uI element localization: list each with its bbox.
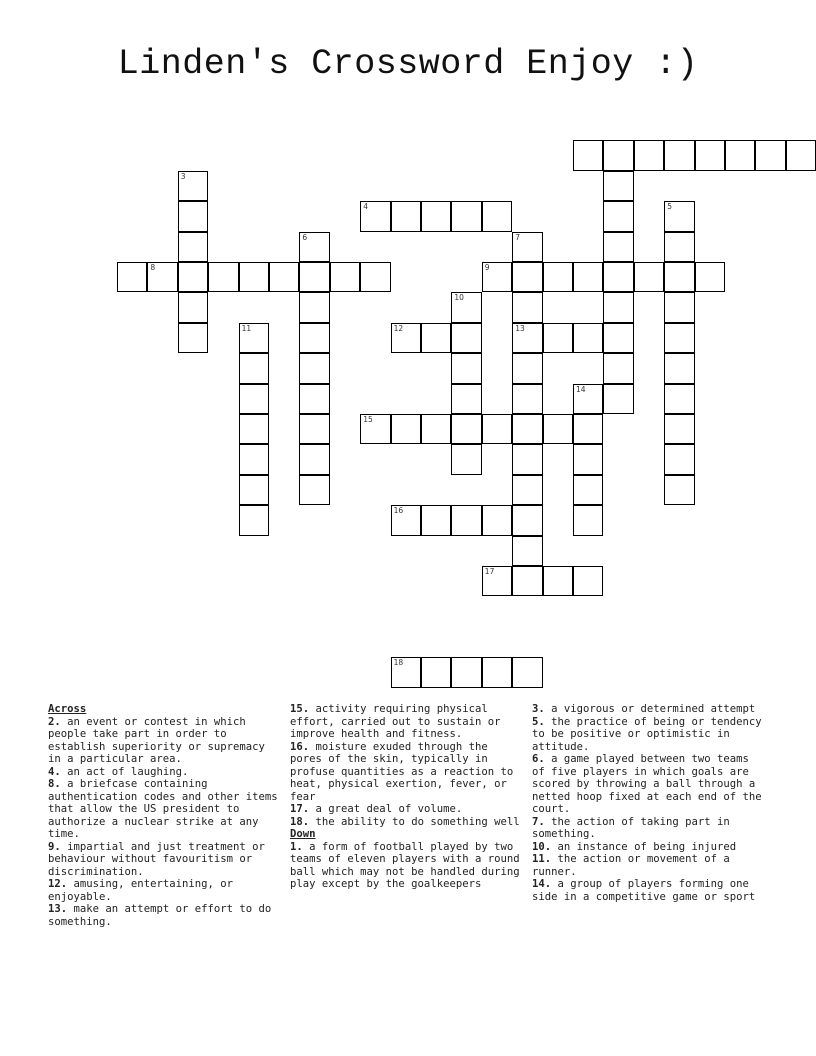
down-clue: 1. a form of football played by two teams of eleven players with a round ball which may not be handled during play except by the goalkeepers xyxy=(290,840,520,890)
down-clue: 10. an instance of being injured xyxy=(532,840,737,853)
grid-cell[interactable] xyxy=(695,140,725,170)
page-title: Linden's Crossword Enjoy :) xyxy=(117,44,699,84)
grid-cell[interactable] xyxy=(451,444,481,474)
grid-cell[interactable] xyxy=(664,444,694,474)
clue-number: 11 xyxy=(241,323,252,333)
grid-cell[interactable] xyxy=(421,201,451,231)
grid-cell[interactable] xyxy=(512,353,542,383)
across-clue: 8. a briefcase containing authentication codes and other items that allow the US president to authorize a nuclear strike at any time. xyxy=(48,778,278,840)
across-clue-list-1 xyxy=(48,716,280,929)
down-clue: 5. the practice of being or tendency to be positive or optimistic in attitude. xyxy=(532,715,762,753)
clues-column-1 xyxy=(48,703,280,928)
grid-cell[interactable] xyxy=(634,262,664,292)
across-clue: 4. an act of laughing. xyxy=(48,765,189,778)
clues-column-3 xyxy=(532,703,764,903)
grid-cell[interactable] xyxy=(299,232,329,262)
grid-cell[interactable] xyxy=(664,414,694,444)
grid-cell[interactable] xyxy=(451,657,481,687)
grid-cell[interactable] xyxy=(543,414,573,444)
grid-cell[interactable] xyxy=(360,201,390,231)
across-clue: 16. moisture exuded through the pores of the skin, typically in profuse quantities as a reaction to heat, physical exertion, fever, or fear xyxy=(290,740,514,803)
grid-cell[interactable] xyxy=(573,444,603,474)
grid-cell[interactable] xyxy=(603,232,633,262)
grid-cell[interactable] xyxy=(664,475,694,505)
grid-cell[interactable] xyxy=(482,262,512,292)
grid-cell[interactable] xyxy=(512,414,542,444)
clue-number: 4 xyxy=(363,202,368,212)
grid-cell[interactable] xyxy=(482,657,512,687)
across-clue: 17. a great deal of volume. xyxy=(290,803,463,815)
grid-cell[interactable] xyxy=(239,444,269,474)
clue-number: 12 xyxy=(393,323,404,333)
grid-cell[interactable] xyxy=(634,140,664,170)
grid-cell[interactable] xyxy=(239,353,269,383)
grid-cell[interactable] xyxy=(543,566,573,596)
grid-cell[interactable] xyxy=(664,353,694,383)
grid-cell[interactable] xyxy=(603,292,633,322)
grid-cell[interactable] xyxy=(664,232,694,262)
grid-cell[interactable] xyxy=(421,414,451,444)
grid-cell[interactable] xyxy=(299,262,329,292)
grid-cell[interactable] xyxy=(451,292,481,322)
grid-cell[interactable] xyxy=(573,475,603,505)
across-heading: Across xyxy=(48,703,87,715)
grid-cell[interactable] xyxy=(239,323,269,353)
grid-cell[interactable] xyxy=(178,323,208,353)
grid-cell[interactable] xyxy=(239,414,269,444)
grid-cell[interactable] xyxy=(208,262,238,292)
grid-cell[interactable] xyxy=(451,505,481,535)
clue-number: 6 xyxy=(302,232,308,242)
grid-cell[interactable] xyxy=(117,262,147,292)
clue-number: 5 xyxy=(667,202,672,212)
grid-cell[interactable] xyxy=(603,262,633,292)
clue-number: 14 xyxy=(576,384,586,394)
grid-cell[interactable] xyxy=(299,444,329,474)
grid-cell[interactable] xyxy=(360,414,390,444)
grid-cell[interactable] xyxy=(603,201,633,231)
grid-cell[interactable] xyxy=(391,323,421,353)
grid-cell[interactable] xyxy=(482,201,512,231)
grid-cell[interactable] xyxy=(573,262,603,292)
grid-cell[interactable] xyxy=(695,262,725,292)
grid-cell[interactable] xyxy=(603,140,633,170)
grid-cell[interactable] xyxy=(664,384,694,414)
grid-cell[interactable] xyxy=(664,292,694,322)
clue-number: 15 xyxy=(363,415,373,424)
clue-number: 8 xyxy=(150,263,156,272)
grid-cell[interactable] xyxy=(664,140,694,170)
across-clue: 9. impartial and just treatment or behaviour without favouritism or discrimination. xyxy=(48,840,265,878)
grid-cell[interactable] xyxy=(543,323,573,353)
grid-cell[interactable] xyxy=(512,566,542,596)
grid-cell[interactable] xyxy=(299,414,329,444)
grid-cell[interactable] xyxy=(573,414,603,444)
across-clue: 18. the ability to do something well xyxy=(290,815,520,828)
grid-cell[interactable] xyxy=(573,566,603,596)
grid-cell[interactable] xyxy=(147,262,177,292)
grid-cell[interactable] xyxy=(603,353,633,383)
clue-number: 10 xyxy=(454,293,464,303)
grid-cell[interactable] xyxy=(512,505,542,535)
down-clue: 6. a game played between two teams of five players in which goals are scored by throwing a ball through a netted hoop fixed at each end of the court. xyxy=(532,753,762,815)
grid-cell[interactable] xyxy=(269,262,299,292)
grid-cell[interactable] xyxy=(239,475,269,505)
grid-cell[interactable] xyxy=(786,140,816,170)
grid-cell[interactable] xyxy=(421,323,451,353)
down-clue: 11. the action or movement of a runner. xyxy=(532,853,730,878)
grid-cell[interactable] xyxy=(573,323,603,353)
grid-cell[interactable] xyxy=(664,262,694,292)
across-clue: 2. an event or contest in which people take part in order to establish superiority or supremacy in a particular area. xyxy=(48,715,265,765)
grid-cell[interactable] xyxy=(391,657,421,687)
clue-number: 3 xyxy=(180,171,186,181)
grid-cell[interactable] xyxy=(664,201,694,231)
grid-cell[interactable] xyxy=(299,475,329,505)
grid-cell[interactable] xyxy=(451,201,481,231)
grid-cell[interactable] xyxy=(512,232,542,262)
down-clue: 14. a group of players forming one side in a competitive game or sport xyxy=(532,878,756,903)
grid-cell[interactable] xyxy=(299,353,329,383)
grid-cell[interactable] xyxy=(451,353,481,383)
grid-cell[interactable] xyxy=(512,536,542,566)
grid-cell[interactable] xyxy=(360,262,390,292)
grid-cell[interactable] xyxy=(330,262,360,292)
clue-number: 16 xyxy=(393,506,404,516)
grid-cell[interactable] xyxy=(421,657,451,687)
down-clue: 7. the action of taking part in something. xyxy=(532,815,730,840)
grid-cell[interactable] xyxy=(512,475,542,505)
grid-cell[interactable] xyxy=(482,566,512,596)
grid-cell[interactable] xyxy=(573,384,603,414)
across-clue: 13. make an attempt or effort to do something. xyxy=(48,903,272,928)
grid-cell[interactable] xyxy=(178,232,208,262)
grid-cell[interactable] xyxy=(239,505,269,535)
grid-cell[interactable] xyxy=(391,505,421,535)
grid-cell[interactable] xyxy=(299,292,329,322)
down-clue: 3. a vigorous or determined attempt xyxy=(532,703,756,715)
grid-cell[interactable] xyxy=(451,414,481,444)
grid-cell[interactable] xyxy=(573,505,603,535)
grid-cell[interactable] xyxy=(664,323,694,353)
grid-cell[interactable] xyxy=(421,505,451,535)
grid-cell[interactable] xyxy=(178,262,208,292)
grid-cell[interactable] xyxy=(299,384,329,414)
clues-column-2 xyxy=(290,703,522,891)
grid-cell[interactable] xyxy=(573,140,603,170)
clue-number: 18 xyxy=(393,658,404,668)
across-clue: 15. activity requiring physical effort, carried out to sustain or improve health and fitness. xyxy=(290,703,501,740)
grid-cell[interactable] xyxy=(178,292,208,322)
grid-cell[interactable] xyxy=(512,323,542,353)
grid-cell[interactable] xyxy=(482,414,512,444)
clue-number: 17 xyxy=(484,567,495,576)
grid-cell[interactable] xyxy=(239,262,269,292)
grid-cell[interactable] xyxy=(512,444,542,474)
grid-cell[interactable] xyxy=(603,384,633,414)
grid-cell[interactable] xyxy=(755,140,785,170)
clue-number: 13 xyxy=(515,323,525,333)
grid-cell[interactable] xyxy=(451,384,481,414)
grid-cell[interactable] xyxy=(603,323,633,353)
grid-cell[interactable] xyxy=(512,262,542,292)
grid-cell[interactable] xyxy=(725,140,755,170)
grid-cell[interactable] xyxy=(451,323,481,353)
grid-cell[interactable] xyxy=(512,657,542,687)
grid-cell[interactable] xyxy=(543,262,573,292)
grid-cell[interactable] xyxy=(391,201,421,231)
grid-cell[interactable] xyxy=(512,384,542,414)
grid-cell[interactable] xyxy=(299,323,329,353)
down-heading: Down xyxy=(290,828,316,840)
clue-number: 7 xyxy=(515,232,520,242)
grid-cell[interactable] xyxy=(239,384,269,414)
clue-number: 9 xyxy=(484,263,490,272)
grid-cell[interactable] xyxy=(178,171,208,201)
grid-cell[interactable] xyxy=(391,414,421,444)
across-clue: 12. amusing, entertaining, or enjoyable. xyxy=(48,878,233,903)
grid-cell[interactable] xyxy=(178,201,208,231)
grid-cell[interactable] xyxy=(512,292,542,322)
grid-cell[interactable] xyxy=(482,505,512,535)
grid-cell[interactable] xyxy=(603,171,633,201)
